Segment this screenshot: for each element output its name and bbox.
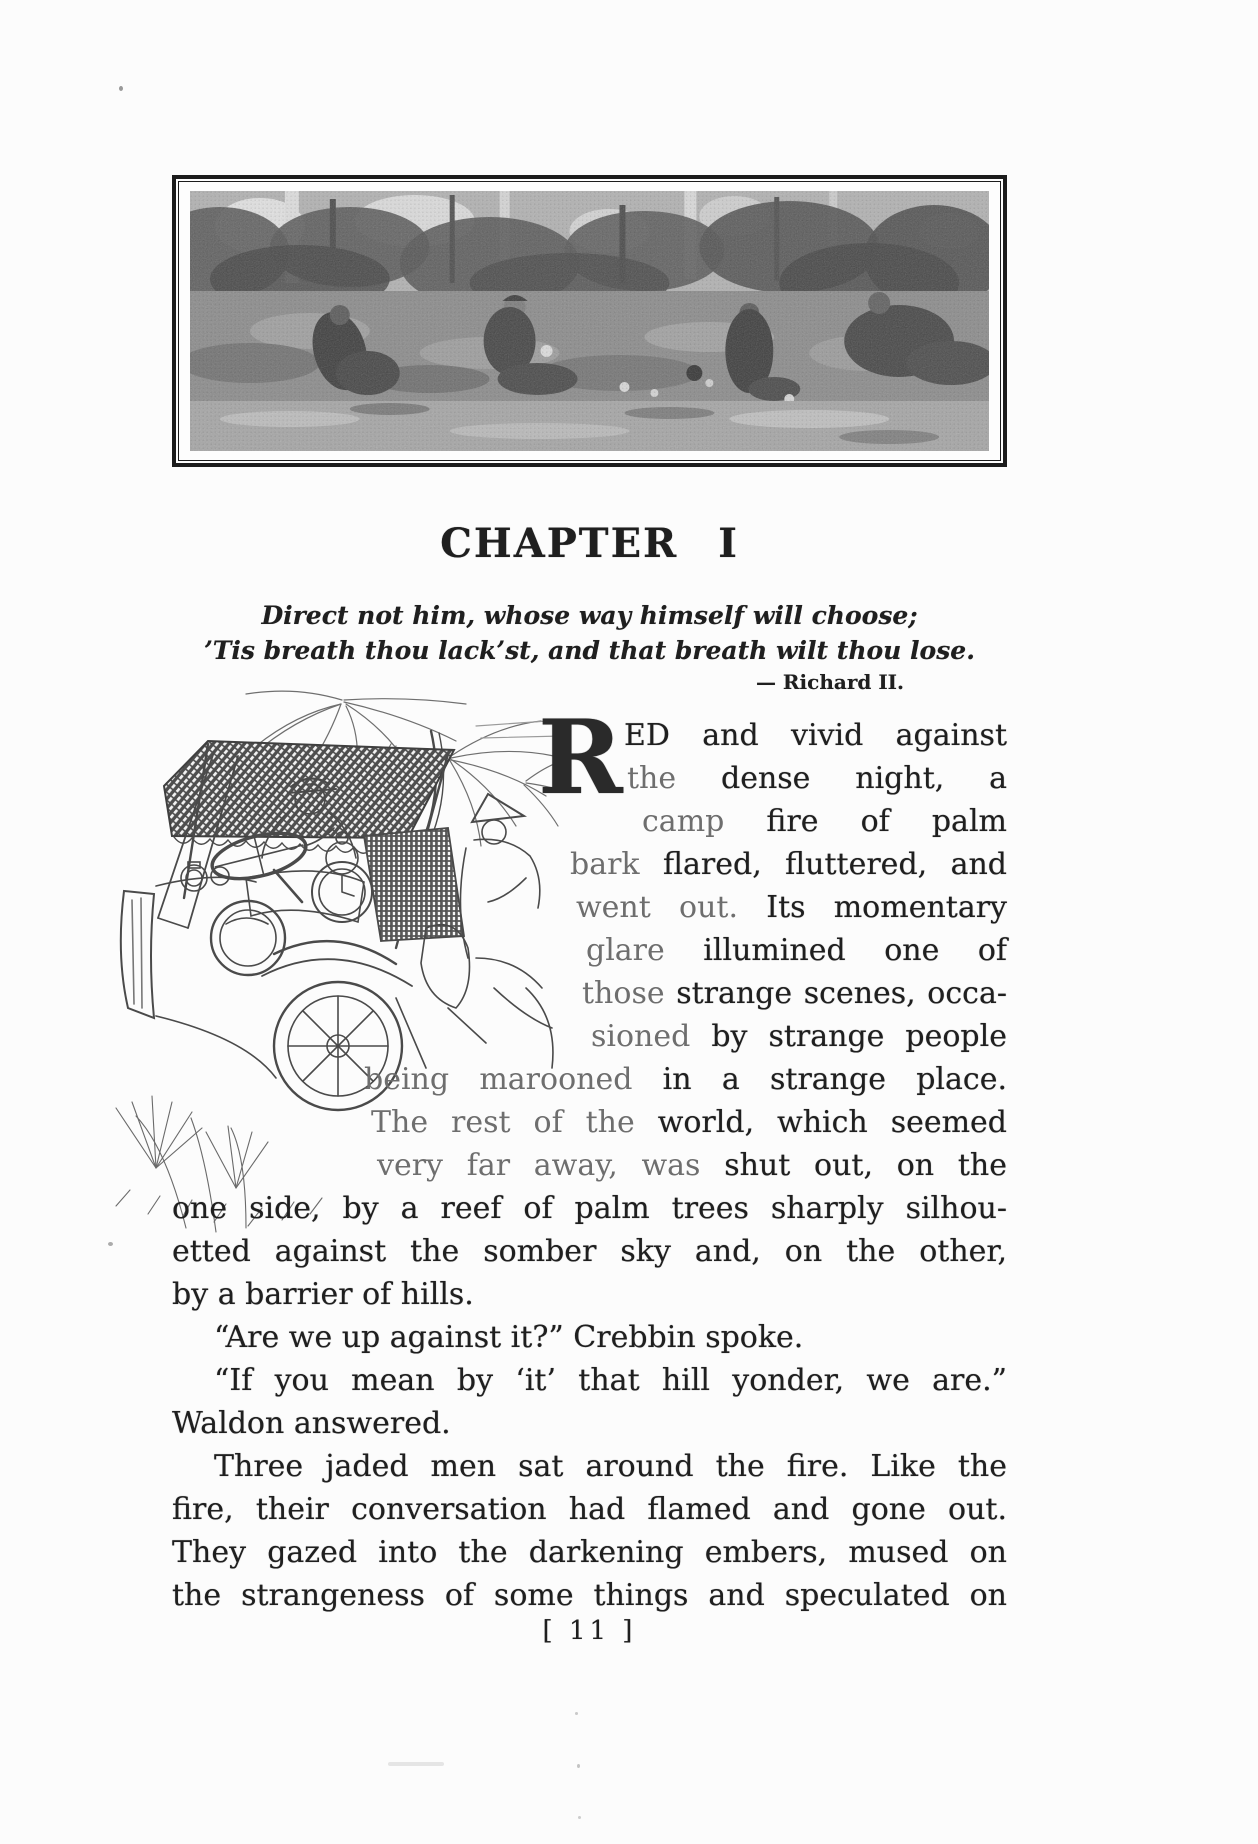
scan-artifact-dot xyxy=(108,1242,113,1246)
text-line: The rest of the world, which seemed xyxy=(371,1105,1008,1140)
scan-artifact-dot xyxy=(575,1712,578,1715)
scan-artifact-dot xyxy=(578,1816,581,1819)
text-line: “Are we up against it?” Crebbin spoke. xyxy=(214,1320,804,1355)
epigraph-line-2: ’Tis breath thou lack’st, and that breath wilt thou lose. xyxy=(204,636,975,665)
text-line: ED and vivid against xyxy=(624,718,1007,753)
body-text xyxy=(172,698,1008,1617)
epigraph xyxy=(172,598,1007,668)
chapter-heading: CHAPTER I xyxy=(440,520,739,567)
camp-scene-photo xyxy=(190,191,989,451)
scan-artifact-smudge xyxy=(388,1762,444,1766)
text-line: etted against the somber sky and, on the other, xyxy=(172,1234,1007,1269)
text-line: by a barrier of hills. xyxy=(172,1277,474,1312)
text-line: “If you mean by ‘it’ that hill yonder, we are.” xyxy=(214,1363,1007,1398)
photo-frame-inner xyxy=(178,181,1001,461)
text-line: They gazed into the darkening embers, mused on xyxy=(172,1535,1007,1570)
text-line: went out. Its momentary xyxy=(576,890,1007,925)
scan-artifact-dot xyxy=(577,1764,580,1768)
text-line: sioned by strange people xyxy=(591,1019,1007,1054)
epigraph-line-1: Direct not him, whose way himself will choose; xyxy=(261,601,918,630)
text-line: camp fire of palm xyxy=(642,804,1007,839)
text-line: very far away, was shut out, on the xyxy=(377,1148,1007,1183)
text-line: those strange scenes, occa- xyxy=(582,976,1007,1011)
text-line: one side, by a reef of palm trees sharply silhou- xyxy=(172,1191,1007,1226)
text-line: glare illumined one of xyxy=(586,933,1007,968)
text-line: Waldon answered. xyxy=(172,1406,451,1441)
text-line: Three jaded men sat around the fire. Like the xyxy=(214,1449,1007,1484)
text-line: the strangeness of some things and speculated on xyxy=(172,1578,1007,1613)
epigraph-attribution: — Richard II. xyxy=(755,670,904,694)
drop-cap: R xyxy=(538,698,623,818)
text-line: being marooned in a strange place. xyxy=(364,1062,1007,1097)
text-line: the dense night, a xyxy=(627,761,1008,796)
text-line: fire, their conversation had flamed and gone out. xyxy=(172,1492,1007,1527)
page-number: [ 11 ] xyxy=(542,1616,637,1646)
text-line: bark flared, fluttered, and xyxy=(570,847,1007,882)
scan-artifact-dot xyxy=(119,86,123,91)
photo-frame xyxy=(172,175,1007,467)
